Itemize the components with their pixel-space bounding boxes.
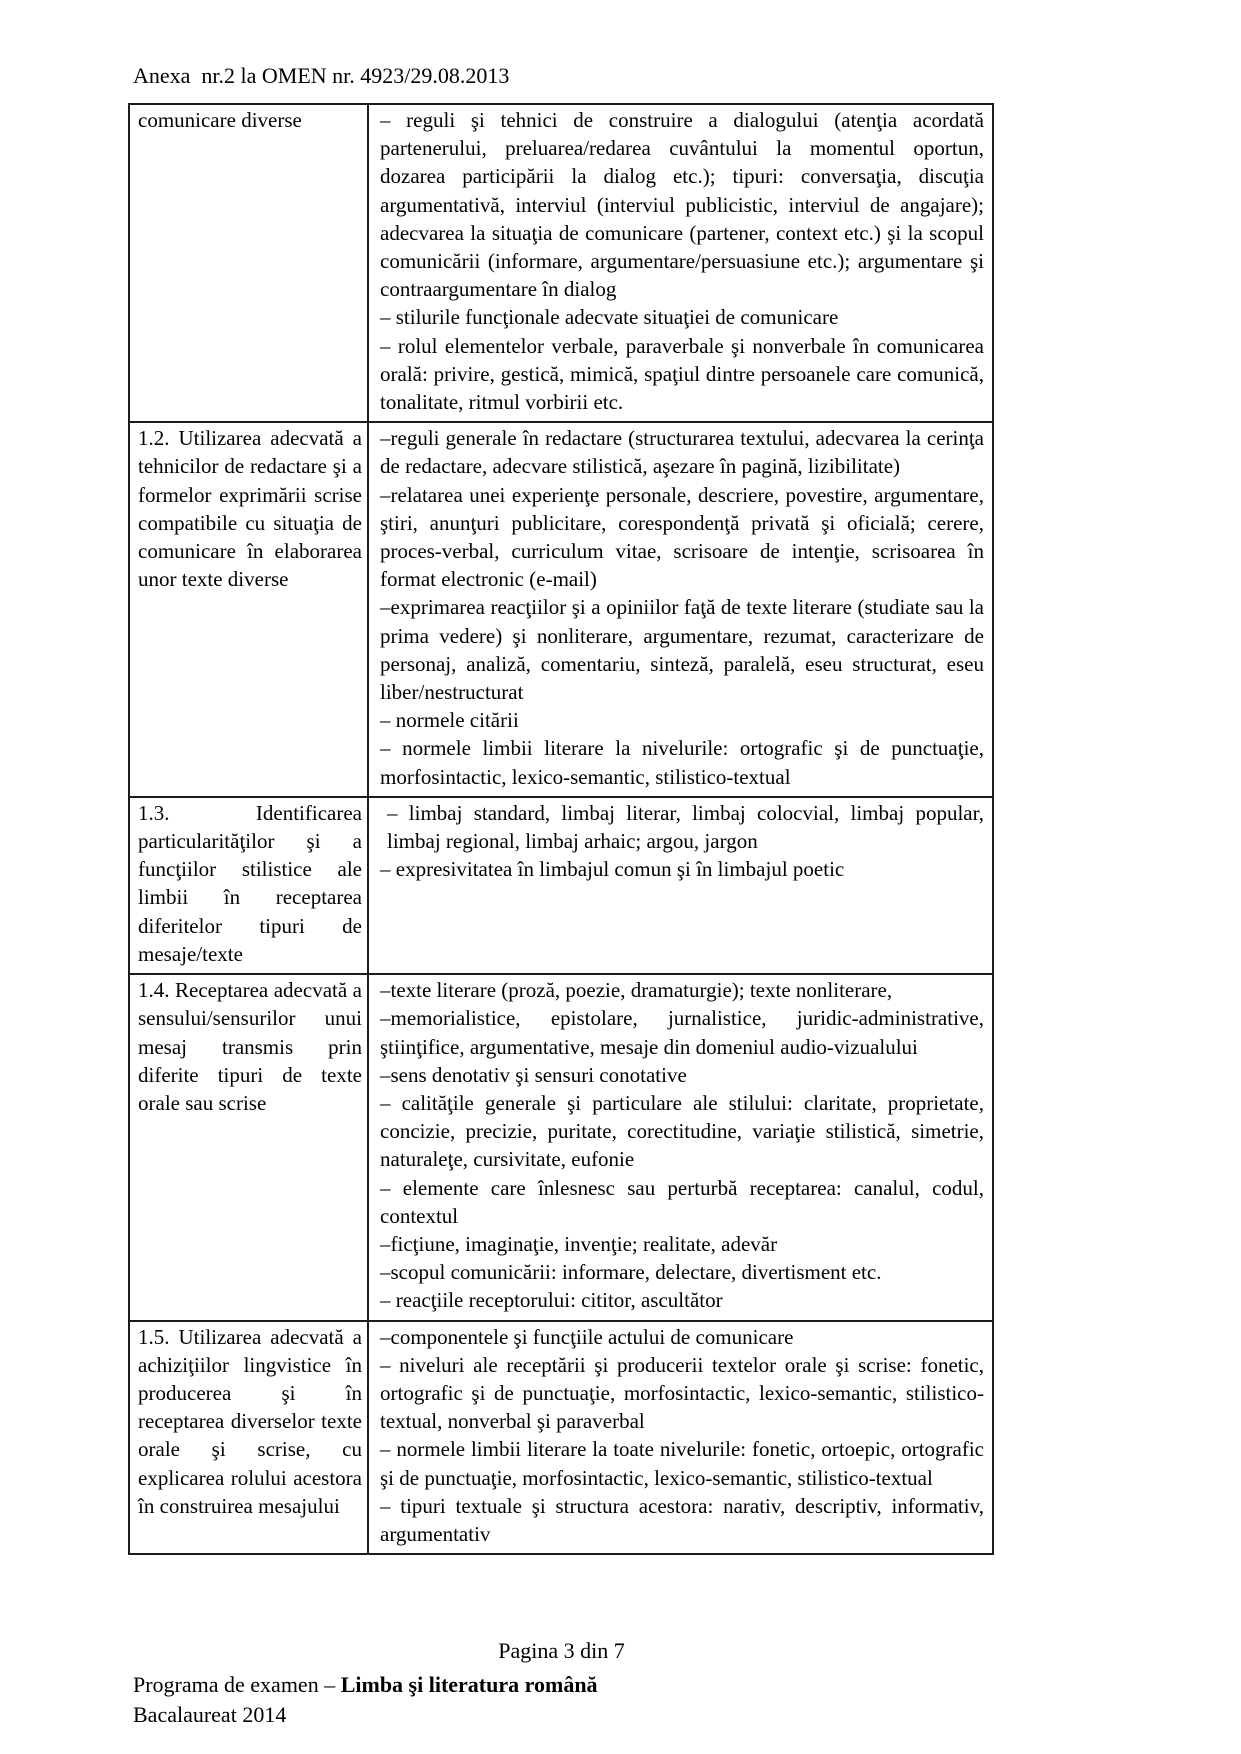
table-row [129,974,993,1320]
table-row [129,104,993,422]
page-number: Pagina 3 din 7 [498,1638,625,1663]
content-item: – reguli şi tehnici de construire a dialogului (atenţia acordată partenerului, preluarea/redarea cuvântului la momentul oportun, dozarea participării la dialog etc.); tipuri: conversaţia, discuţia argumentativă, interviul (interviul publicistic, interviul de angajare); adecvarea la situaţia de comunicare (partener, context etc.) şi la scopul comunicării (informare, argumentare/persuasiune etc.); argumentare şi contraargumentare în dialog [380,108,984,302]
exam-session: Bacalaureat 2014 [133,1702,287,1727]
content-item: – niveluri ale receptării şi producerii textelor orale şi scrise: fonetic, ortografic şi de punctuaţie, morfosintactic, lexico-semantic, stilistico-textual, nonverbal şi paraverbal [380,1352,984,1434]
competency-cell [129,1321,368,1555]
content-item: –ficţiune, imaginaţie, invenţie; realitate, adevăr [380,1231,778,1256]
content-item: –sens denotativ şi sensuri conotative [380,1062,687,1087]
content-cell [368,797,993,974]
table-row [129,797,993,974]
content-cell [368,974,993,1320]
program-label: Programa de examen – [133,1672,341,1697]
content-item: –exprimarea reacţiilor şi a opiniilor faţă de texte literare (studiate sau la prima vedere) şi nonliterare, argumentare, rezumat, caracterizare de personaj, analiză, comentariu, sinteză, paralelă, eseu structurat, eseu liber/nestructurat [380,595,984,705]
content-item: –texte literare (proză, poezie, dramaturgie); texte nonliterare, [380,978,893,1003]
content-cell [368,104,993,422]
program-title: Limba şi literatura română [340,1672,598,1697]
content-item: – normele citării [380,708,519,733]
table-row [129,1321,993,1555]
content-item: – calităţile generale şi particulare ale stilului: claritate, proprietate, concizie, precizie, puritate, corectitudine, variaţie stilistică, simetrie, naturaleţe, cursivitate, eufonie [380,1090,984,1172]
competencies-table [128,103,994,1555]
content-item: –reguli generale în redactare (structurarea textului, adecvarea la cerinţa de redactare, adecvare stilistică, aşezare în pagină, lizibilitate) [380,426,984,479]
program-line [133,1670,990,1700]
content-cell [368,422,993,797]
page-footer [133,1636,990,1730]
content-item: – normele limbii literare la toate nivelurile: fonetic, ortoepic, ortografic şi de punctuaţie, morfosintactic, lexico-semantic, stilistico-textual [380,1437,984,1490]
content-cell [368,1321,993,1555]
competency-label: comunicare diverse [138,108,302,132]
table-row [129,422,993,797]
content-item: –componentele şi funcţiile actului de comunicare [380,1324,794,1349]
content-item: – stilurile funcţionale adecvate situaţiei de comunicare [380,305,839,330]
competency-label: 1.2. Utilizarea adecvată a tehnicilor de redactare şi a formelor exprimării scrise compatibile cu situaţia de comunicare în elaborarea unor texte diverse [138,426,362,592]
content-item: – elemente care înlesnesc sau perturbă receptarea: canalul, codul, contextul [380,1175,984,1228]
competency-label: 1.5. Utilizarea adecvată a achiziţiilor lingvistice în producerea şi în receptarea diverselor texte orale şi scrise, cu explicarea rolului acestora în construirea mesajului [138,1324,362,1518]
annex-header: Anexa nr.2 la OMEN nr. 4923/29.08.2013 [133,63,510,88]
content-item: – tipuri textuale şi structura acestora: narativ, descriptiv, informativ, argumentativ [380,1493,984,1546]
competency-cell [129,422,368,797]
competency-cell [129,104,368,422]
content-item: – normele limbii literare la nivelurile: ortografic şi de punctuaţie, morfosintactic, lexico-semantic, stilistico-textual [380,736,984,789]
content-item: –relatarea unei experienţe personale, descriere, povestire, argumentare, ştiri, anunţuri publicitare, corespondenţă privată şi oficială; cerere, proces-verbal, curriculum vitae, scrisoare de intenţie, scrisoarea în format electronic (e-mail) [380,482,984,592]
content-item: – expresivitatea în limbajul comun şi în limbajul poetic [380,857,845,882]
content-item: – rolul elementelor verbale, paraverbale şi nonverbale în comunicarea orală: privire, gestică, mimică, spaţiul dintre persoanele care comunică, tonalitate, ritmul vorbirii etc. [380,333,984,415]
content-item: –scopul comunicării: informare, delectare, divertisment etc. [380,1260,882,1285]
competency-cell [129,974,368,1320]
content-item: – reacţiile receptorului: cititor, ascultător [380,1288,723,1313]
competency-label: 1.3. Identificarea particularităţilor şi a funcţiilor stilistice ale limbii în receptarea diferitelor tipuri de mesaje/texte [138,800,362,966]
competency-cell [129,797,368,974]
content-item: – limbaj standard, limbaj literar, limbaj colocvial, limbaj popular, limbaj regional, limbaj arhaic; argou, jargon [387,800,984,854]
content-item: –memorialistice, epistolare, jurnalistice, juridic-administrative, ştiinţifice, argumentative, mesaje din domeniul audio-vizualului [380,1006,984,1059]
competency-label: 1.4. Receptarea adecvată a sensului/sensurilor unui mesaj transmis prin diferite tipuri de texte orale sau scrise [138,978,362,1115]
